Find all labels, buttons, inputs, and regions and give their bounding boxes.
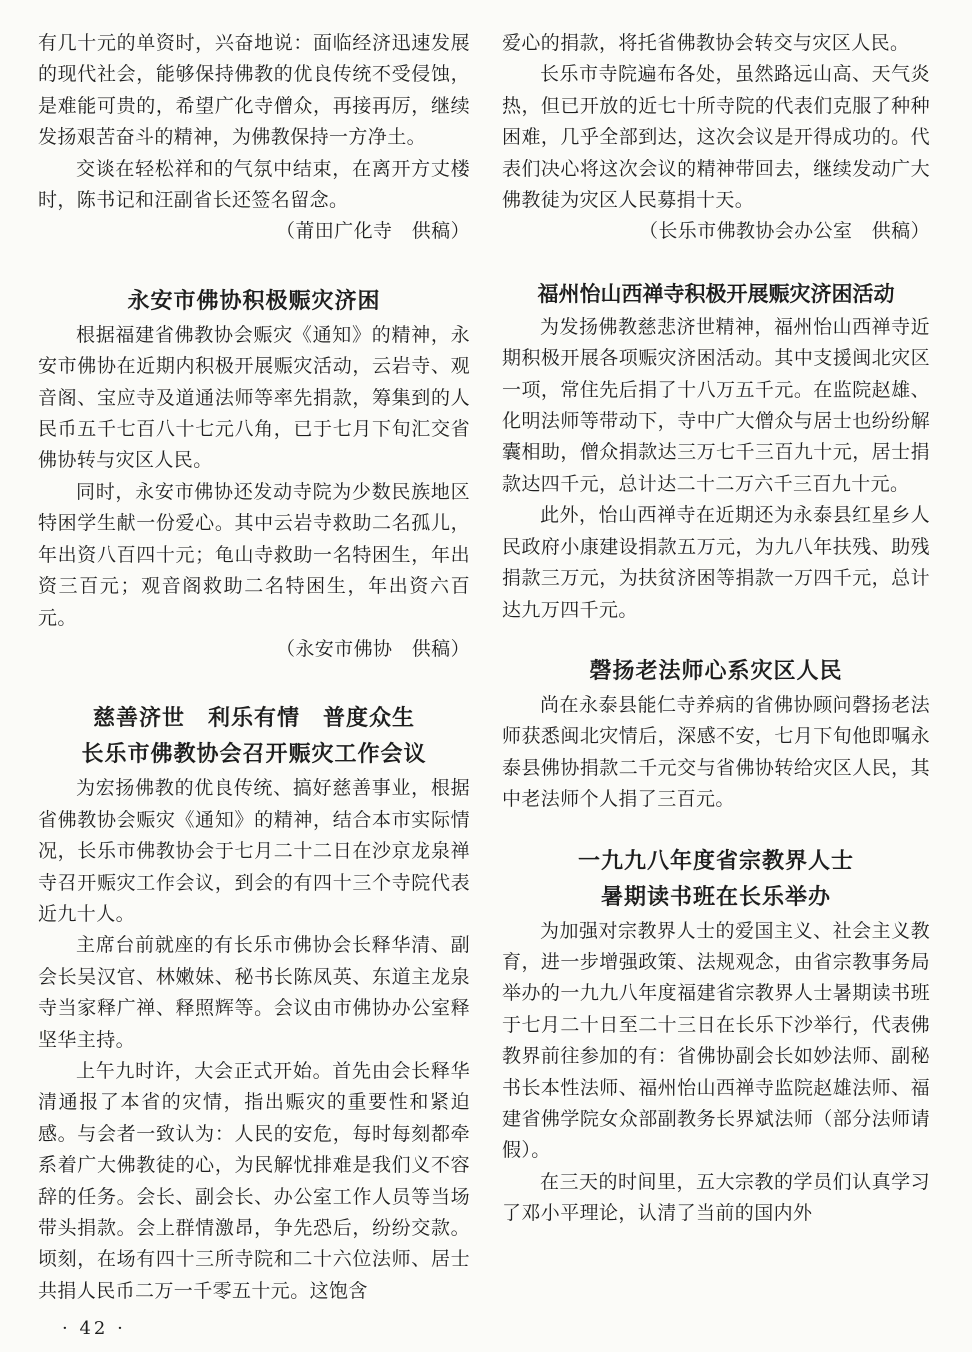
article-title-changle-line2: 长乐市佛教协会召开赈灾工作会议 (81, 742, 427, 768)
article-title-study-line1: 一九九八年度省宗教界人士 (577, 848, 854, 874)
continued-paragraph: 爱心的捐款，将托省佛教协会转交与灾区人民。 (502, 32, 910, 54)
right-column (502, 28, 930, 1230)
article-paragraph: 根据福建省佛教协会赈灾《通知》的精神，永安市佛协在近期内积极开展赈灾活动，云岩寺、观音阁、宝应寺及道通法师等率先捐款，筹集到的人民币五千七百八十七元八角，已于七月下旬汇交省佛协转与灾区人民。 (38, 323, 470, 472)
continued-paragraph: 交谈在轻松祥和的气氛中结束，在离开方丈楼时，陈书记和汪副省长还签名留念。 (38, 157, 470, 212)
article-title-qingyang: 磬扬老法师心系灾区人民 (589, 658, 843, 684)
article-paragraph: 上午九时许，大会正式开始。首先由会长释华清通报了本省的灾情，指出赈灾的重要性和紧迫感。与会者一致认为：人民的安危，每时每刻都牵系着广大佛教徒的心，为民解忧排难是我们义不容辞的任务。会长、副会长、办公室工作人员等当场带头捐款。会上群情激昂，争先恐后，纷纷交款。顷刻，在场有四十三所寺院和二十六位法师、居士共捐人民币二万一千零五十元。这饱含 (38, 1059, 470, 1302)
article-paragraph: 为发扬佛教慈悲济世精神，福州怡山西禅寺近期积极开展各项赈灾济困活动。其中支援闽北灾区一项，常住先后捐了十八万五千元。在监院赵雄、化明法师等带动下，寺中广大僧众与居士也纷纷解囊相助，僧众捐款达三万七千三百九十元，居士捐款达四千元，总计达二十二万六千三百九十元。 (502, 315, 930, 495)
left-column (38, 28, 470, 1307)
article-paragraph: 尚在永泰县能仁寺养病的省佛协顾问磬扬老法师获悉闽北灾情后，深感不安，七月下旬他即嘱永泰县佛协捐款二千元交与省佛协转给灾区人民，其中老法师个人捐了三百元。 (502, 693, 930, 811)
continued-paragraph: 长乐市寺院遍布各处，虽然路远山高、天气炎热，但已开放的近七十所寺院的代表们克服了种种困难，几乎全部到达，这次会议是开得成功的。代表们决心将这次会议的精神带回去，继续发动广大佛教徒为灾区人民募捐十天。 (502, 63, 930, 212)
article-title-yongan: 永安市佛协积极赈灾济困 (127, 288, 381, 314)
article-title-xichan: 福州怡山西禅寺积极开展赈灾济困活动 (537, 281, 895, 306)
continued-paragraph: 有几十元的单资时，兴奋地说：面临经济迅速发展的现代社会，能够保持佛教的优良传统不受侵蚀，是难能可贵的，希望广化寺僧众，再接再厉，继续发扬艰苦奋斗的精神，为佛教保持一方净土。 (38, 32, 470, 149)
article-paragraph: 为宏扬佛教的优良传统、搞好慈善事业，根据省佛教协会赈灾《通知》的精神，结合本市实际情况，长乐市佛教协会于七月二十二日在沙京龙泉禅寺召开赈灾工作会议，到会的有四十三个寺院代表近九十人。 (38, 777, 470, 925)
page-number: · 42 · (62, 1318, 126, 1339)
article-title-study-line2: 暑期读书班在长乐举办 (600, 884, 831, 910)
article-paragraph: 为加强对宗教界人士的爱国主义、社会主义教育，进一步增强政策、法规观念，由省宗教事务局举办的一九九八年度福建省宗教界人士暑期读书班于七月二十日至二十三日在长乐下沙举行，代表佛教界前往参加的有：省佛协副会长如妙法师、副秘书长本性法师、福州怡山西禅寺监院赵雄法师、福建省佛学院女众部副教务长界斌法师（部分法师请假）。 (502, 919, 930, 1162)
article-source: （永安市佛协 供稿） (275, 637, 470, 660)
article-source: （莆田广化寺 供稿） (275, 220, 470, 243)
article-paragraph: 主席台前就座的有长乐市佛协会长释华清、副会长吴汉官、林嫩妹、秘书长陈凤英、东道主龙泉寺当家释广禅、释照辉等。会议由市佛协办公室释坚华主持。 (38, 934, 470, 1051)
article-title-changle-line1: 慈善济世 利乐有情 普度众生 (92, 706, 415, 732)
article-source: （长乐市佛教协会办公室 供稿） (638, 220, 930, 243)
article-paragraph: 同时，永安市佛协还发动寺院为少数民族地区特困学生献一份爱心。其中云岩寺救助二名孤儿，年出资八百四十元；龟山寺救助一名特困生，年出资三百元；观音阁救助二名特困生，年出资六百元。 (38, 480, 470, 629)
article-paragraph: 此外，怡山西禅寺在近期还为永泰县红星乡人民政府小康建设捐款五万元，为九八年扶残、助残捐款三万元，为扶贫济困等捐款一万四千元，总计达九万四千元。 (502, 504, 930, 621)
article-paragraph: 在三天的时间里，五大宗教的学员们认真学习了邓小平理论，认清了当前的国内外 (502, 1170, 930, 1225)
